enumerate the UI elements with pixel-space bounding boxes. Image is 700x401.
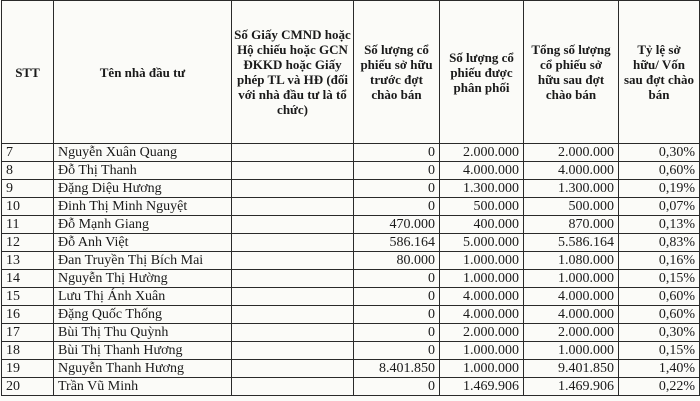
cell-id-document	[232, 216, 354, 234]
cell-shares-allocated: 500.000	[440, 198, 524, 216]
cell-stt: 11	[2, 216, 54, 234]
cell-shares-after: 9.401.850	[524, 360, 619, 378]
header-shares-after: Tổng số lượng cổ phiếu sở hữu sau đợt chào bán	[524, 1, 619, 144]
cell-stt: 7	[2, 144, 54, 162]
cell-shares-before: 586.164	[354, 234, 440, 252]
cell-stt: 15	[2, 288, 54, 306]
cell-shares-after: 4.000.000	[524, 162, 619, 180]
cell-stt: 13	[2, 252, 54, 270]
header-investor-name: Tên nhà đầu tư	[54, 1, 232, 144]
cell-ownership-ratio: 0,60%	[619, 288, 700, 306]
cell-shares-allocated: 400.000	[440, 216, 524, 234]
cell-investor-name: Trần Vũ Minh	[54, 378, 232, 396]
header-shares-before: Số lượng cổ phiếu sở hữu trước đợt chào bán	[354, 1, 440, 144]
cell-stt: 18	[2, 342, 54, 360]
cell-shares-after: 1.469.906	[524, 378, 619, 396]
cell-ownership-ratio: 0,83%	[619, 234, 700, 252]
cell-shares-before: 80.000	[354, 252, 440, 270]
table-row	[2, 162, 700, 180]
cell-shares-before: 0	[354, 342, 440, 360]
cell-stt: 20	[2, 378, 54, 396]
cell-ownership-ratio: 0,07%	[619, 198, 700, 216]
cell-id-document	[232, 252, 354, 270]
cell-shares-after: 5.586.164	[524, 234, 619, 252]
cell-shares-after: 1.000.000	[524, 270, 619, 288]
cell-shares-allocated: 4.000.000	[440, 162, 524, 180]
cell-shares-after: 1.300.000	[524, 180, 619, 198]
cell-shares-allocated: 4.000.000	[440, 306, 524, 324]
cell-id-document	[232, 306, 354, 324]
table-row	[2, 216, 700, 234]
table-header-row	[2, 1, 700, 144]
cell-investor-name: Bùi Thị Thanh Hương	[54, 342, 232, 360]
cell-id-document	[232, 234, 354, 252]
cell-shares-allocated: 1.000.000	[440, 270, 524, 288]
table-row	[2, 378, 700, 396]
cell-shares-after: 870.000	[524, 216, 619, 234]
cell-shares-after: 1.080.000	[524, 252, 619, 270]
cell-id-document	[232, 270, 354, 288]
cell-investor-name: Lưu Thị Ánh Xuân	[54, 288, 232, 306]
cell-ownership-ratio: 0,60%	[619, 162, 700, 180]
table-row	[2, 360, 700, 378]
header-id-document: Số Giấy CMND hoặc Hộ chiếu hoặc GCN ĐKKD hoặc Giấy phép TL và HĐ (đối với nhà đầu tư là tổ chức)	[232, 1, 354, 144]
cell-stt: 17	[2, 324, 54, 342]
cell-id-document	[232, 360, 354, 378]
cell-investor-name: Đinh Thị Minh Nguyệt	[54, 198, 232, 216]
header-shares-allocated: Số lượng cổ phiếu được phân phối	[440, 1, 524, 144]
cell-id-document	[232, 162, 354, 180]
cell-ownership-ratio: 0,60%	[619, 306, 700, 324]
cell-shares-allocated: 2.000.000	[440, 144, 524, 162]
cell-investor-name: Đặng Quốc Thống	[54, 306, 232, 324]
cell-shares-allocated: 1.000.000	[440, 252, 524, 270]
cell-investor-name: Đỗ Anh Việt	[54, 234, 232, 252]
cell-investor-name: Nguyễn Thanh Hương	[54, 360, 232, 378]
header-stt: STT	[2, 1, 54, 144]
cell-shares-before: 8.401.850	[354, 360, 440, 378]
cell-shares-before: 0	[354, 198, 440, 216]
cell-shares-before: 0	[354, 180, 440, 198]
cell-investor-name: Bùi Thị Thu Quỳnh	[54, 324, 232, 342]
cell-ownership-ratio: 1,40%	[619, 360, 700, 378]
table-row	[2, 288, 700, 306]
cell-stt: 16	[2, 306, 54, 324]
cell-ownership-ratio: 0,22%	[619, 378, 700, 396]
table-row	[2, 234, 700, 252]
cell-ownership-ratio: 0,15%	[619, 342, 700, 360]
cell-shares-allocated: 2.000.000	[440, 324, 524, 342]
cell-shares-after: 4.000.000	[524, 306, 619, 324]
cell-id-document	[232, 288, 354, 306]
cell-investor-name: Đỗ Thị Thanh	[54, 162, 232, 180]
cell-ownership-ratio: 0,19%	[619, 180, 700, 198]
cell-ownership-ratio: 0,30%	[619, 144, 700, 162]
cell-stt: 12	[2, 234, 54, 252]
cell-stt: 19	[2, 360, 54, 378]
table-row	[2, 306, 700, 324]
cell-investor-name: Nguyễn Xuân Quang	[54, 144, 232, 162]
header-ownership-ratio: Tỷ lệ sở hữu/ Vốn sau đợt chào bán	[619, 1, 700, 144]
cell-shares-before: 0	[354, 144, 440, 162]
table-row	[2, 324, 700, 342]
cell-shares-before: 0	[354, 288, 440, 306]
table-row	[2, 198, 700, 216]
cell-investor-name: Đặng Diệu Hương	[54, 180, 232, 198]
cell-shares-before: 0	[354, 162, 440, 180]
cell-ownership-ratio: 0,16%	[619, 252, 700, 270]
cell-stt: 8	[2, 162, 54, 180]
cell-investor-name: Đỗ Mạnh Giang	[54, 216, 232, 234]
cell-shares-allocated: 1.000.000	[440, 360, 524, 378]
cell-investor-name: Nguyễn Thị Hường	[54, 270, 232, 288]
cell-ownership-ratio: 0,15%	[619, 270, 700, 288]
table-row	[2, 342, 700, 360]
investor-allocation-table	[1, 0, 700, 396]
cell-shares-allocated: 5.000.000	[440, 234, 524, 252]
cell-shares-after: 2.000.000	[524, 144, 619, 162]
cell-shares-allocated: 1.300.000	[440, 180, 524, 198]
cell-stt: 10	[2, 198, 54, 216]
cell-investor-name: Đan Truyền Thị Bích Mai	[54, 252, 232, 270]
cell-shares-after: 500.000	[524, 198, 619, 216]
cell-shares-allocated: 1.000.000	[440, 342, 524, 360]
cell-id-document	[232, 180, 354, 198]
cell-stt: 14	[2, 270, 54, 288]
cell-id-document	[232, 198, 354, 216]
table-row	[2, 270, 700, 288]
cell-shares-after: 4.000.000	[524, 288, 619, 306]
cell-ownership-ratio: 0,13%	[619, 216, 700, 234]
cell-id-document	[232, 144, 354, 162]
cell-id-document	[232, 378, 354, 396]
table-row	[2, 180, 700, 198]
cell-shares-before: 0	[354, 324, 440, 342]
cell-shares-before: 470.000	[354, 216, 440, 234]
cell-shares-after: 1.000.000	[524, 342, 619, 360]
cell-shares-allocated: 1.469.906	[440, 378, 524, 396]
cell-id-document	[232, 324, 354, 342]
cell-shares-allocated: 4.000.000	[440, 288, 524, 306]
cell-shares-after: 2.000.000	[524, 324, 619, 342]
table-body	[2, 144, 700, 396]
table-row	[2, 144, 700, 162]
cell-shares-before: 0	[354, 270, 440, 288]
cell-shares-before: 0	[354, 306, 440, 324]
cell-stt: 9	[2, 180, 54, 198]
cell-shares-before: 0	[354, 378, 440, 396]
cell-ownership-ratio: 0,30%	[619, 324, 700, 342]
table-row	[2, 252, 700, 270]
cell-id-document	[232, 342, 354, 360]
